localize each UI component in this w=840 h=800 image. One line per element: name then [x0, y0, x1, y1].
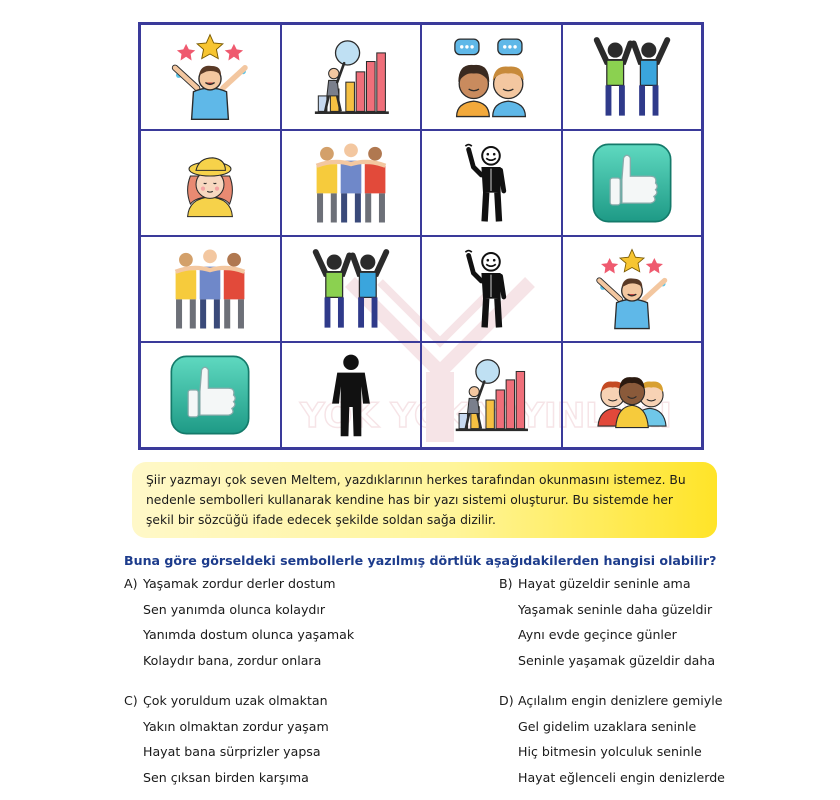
option-line: A) Yaşamak zordur derler dostum: [124, 571, 354, 597]
grid-cell-5: [140, 130, 281, 236]
grid-cell-8: [562, 130, 703, 236]
grid-cell-6: [281, 130, 422, 236]
option-line: D) Açılalım engin denizlere gemiyle: [499, 688, 725, 714]
grid-cell-1: [140, 24, 281, 130]
watermark-right-text: YAYINLARI: [475, 396, 672, 436]
grid-cell-2: [281, 24, 422, 130]
thumbs-up-icon: [168, 353, 252, 437]
grid-cell-9: [140, 236, 281, 342]
grid-cell-11: [421, 236, 562, 342]
two-people-talking-icon: [448, 34, 534, 120]
grid-cell-12: [562, 236, 703, 342]
option-line: Hayat bana sürprizler yapsa: [143, 744, 321, 759]
group-of-friends-icon: [167, 246, 253, 332]
group-of-friends-icon: [308, 140, 394, 226]
three-friends-icon: [595, 358, 669, 432]
two-people-arms-raised-icon: [309, 247, 393, 331]
option-line: Yanımda dostum olunca yaşamak: [143, 627, 355, 642]
celebrating-person-stars-icon: [164, 31, 256, 123]
two-people-arms-raised-icon: [590, 35, 674, 119]
option-line: Hiç bitmesin yolculuk seninle: [518, 744, 702, 759]
info-text: Şiir yazmayı çok seven Meltem, yazdıklarının herkes tarafından okunmasını istemez. Bu nedenle sembolleri kullanarak kendine has bir yazı sistemi oluşturur. Bu sistemde her şekil bir sözcüğü ifade edecek şekilde soldan sağa dizilir.: [146, 473, 686, 527]
option-line: Sen çıksan birden karşıma: [143, 769, 309, 785]
grid-cell-13: [140, 342, 281, 448]
growth-chart-person-icon: [308, 34, 394, 120]
standing-person-silhouette-icon: [308, 352, 394, 438]
grid-cell-10: [281, 236, 422, 342]
grid-cell-7: [421, 130, 562, 236]
option-letter: D): [499, 693, 514, 708]
option-line: Yakın olmaktan zordur yaşam: [143, 718, 329, 734]
watermark-left-text: YOK YOK: [300, 396, 470, 436]
grid-cell-15: [421, 342, 562, 448]
symbol-grid: [138, 22, 704, 450]
option-line: Aynı evde geçince günler: [518, 627, 677, 642]
option-line: Yaşamak seninle daha güzeldir: [518, 601, 713, 617]
info-box: [132, 462, 717, 538]
celebrating-person-stars-icon: [589, 246, 675, 332]
option-line: Gel gidelim uzaklara seninle: [518, 718, 697, 734]
smiling-man-waving-icon: [451, 143, 531, 223]
grid-cell-16: [562, 342, 703, 448]
option-d[interactable]: [499, 688, 725, 790]
option-a[interactable]: [124, 571, 354, 673]
thumbs-up-icon: [590, 141, 674, 225]
smiling-man-waving-icon: [451, 249, 531, 329]
option-letter: A): [124, 576, 138, 591]
option-line: B) Hayat güzeldir seninle ama: [499, 571, 715, 597]
question-text: Buna göre görseldeki sembollerle yazılmış dörtlük aşağıdakilerden hangisi olabilir?: [124, 553, 717, 568]
girl-with-hat-icon: [175, 148, 245, 218]
growth-chart-person-icon: [449, 353, 533, 437]
grid-cell-4: [562, 24, 703, 130]
option-line: Seninle yaşamak güzeldir daha: [518, 652, 716, 668]
grid-cell-3: [421, 24, 562, 130]
grid-cell-14: [281, 342, 422, 448]
option-b[interactable]: [499, 571, 715, 673]
option-letter: B): [499, 576, 513, 591]
option-line: Kolaydır bana, zordur onlara: [143, 652, 322, 668]
option-line: Sen yanımda olunca kolaydır: [143, 601, 326, 617]
option-line: Hayat eğlenceli engin denizlerde: [518, 769, 725, 785]
option-letter: C): [124, 693, 138, 708]
option-line: C) Çok yoruldum uzak olmaktan: [124, 688, 329, 714]
option-c[interactable]: [124, 688, 329, 790]
